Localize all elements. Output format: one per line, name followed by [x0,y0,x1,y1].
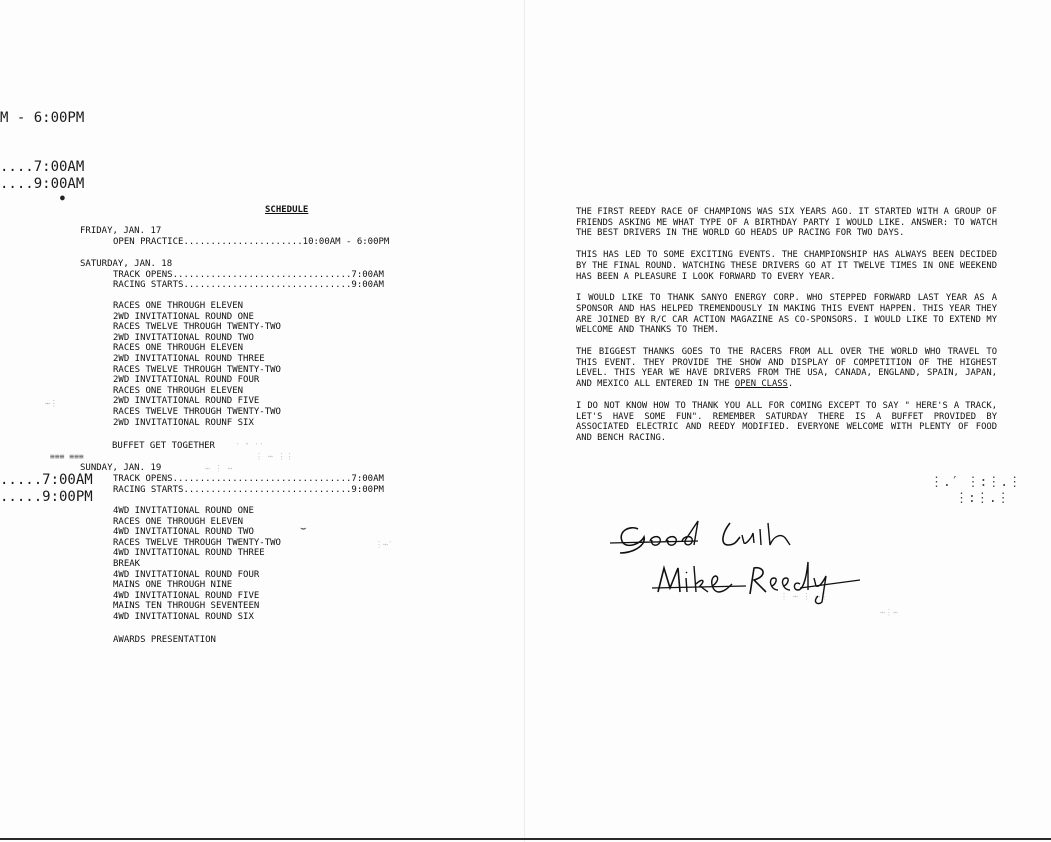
bleed-text-3: ....9:00AM [0,176,85,192]
ghost-mark: ⋮ ⋯ ⋮ ⋯⋮ [780,592,829,601]
letter-paragraph-2: THIS HAS LED TO SOME EXCITING EVENTS. THE CHAMPIONSHIP HAS ALWAYS BEEN DECIDED BY THE FINAL ROUND. WATCHING THESE DRIVERS GO AT IT TWELVE TIMES IN ONE WEEKEND HAS BEEN A PLEASURE I LOOK FORWARD TO EVERY YEAR. [576,250,997,282]
ghost-mark: ⋯⋮ [45,399,58,408]
ghost-mark: ⋮.′ ⋮:⋮.⋮ [930,475,1022,490]
bleed-text-4: .....7:00AM [0,472,93,488]
list-item: 2WD INVITATIONAL ROUNF SIX [113,417,254,428]
list-item: 4WD INVITATIONAL ROUND TWO [113,527,254,538]
ghost-mark: ⋯ ⋮ ⋯ [205,464,233,473]
list-item: 4WD INVITATIONAL ROUND SIX [113,611,254,622]
ink-speck: ● [60,193,65,202]
list-item: 2WD INVITATIONAL ROUND FOUR [113,375,260,386]
letter-paragraph-4 [576,347,997,390]
signature-mike-reedy-graphic [650,558,865,608]
letter-paragraph-5: I DO NOT KNOW HOW TO THANK YOU ALL FOR COMING EXCEPT TO SAY " HERE'S A TRACK, LET'S HAVE SOME FUN". REMEMBER SATURDAY THERE IS A BUFFET PROVIDED BY ASSOCIATED ELECTRIC AND REEDY MODIFIED. EVERYONE WELCOME WITH PLENTY OF FOOD AND BENCH RACING. [576,400,997,443]
bottom-edge-line [0,838,1051,840]
letter-paragraph-1: THE FIRST REEDY RACE OF CHAMPIONS WAS SIX YEARS AGO. IT STARTED WITH A GROUP OF FRIENDS ASKING ME WHAT TYPE OF A BIRTHDAY PARTY I WOULD LIKE. ANSWER: TO WATCH THE BEST DRIVERS IN THE WORLD GO HEADS UP RACING FOR TWO DAYS. [576,207,997,239]
letter-body [576,207,997,455]
list-item: 2WD INVITATIONAL ROUND ONE [113,311,254,322]
ghost-mark: ⋮⋯′ [375,540,393,549]
sunday-racing-starts: RACING STARTS...............................9:00PM [113,485,384,495]
ghost-mark: ′ ″ ′′ [235,442,264,451]
bleed-text-5: .....9:00PM [0,489,93,505]
list-item: 4WD INVITATIONAL ROUND FOUR [113,569,260,580]
buffet-line: BUFFET GET TOGETHER [112,441,215,451]
saturday-track-opens: TRACK OPENS.................................7:00AM [113,269,384,280]
list-item: RACES TWELVE THROUGH TWENTY-TWO [113,537,281,548]
list-item: MAINS ONE THROUGH NINE [113,580,233,591]
friday-day: FRIDAY, JAN. 17 [80,226,162,236]
list-item: RACES TWELVE THROUGH TWENTY-TWO [113,364,281,375]
list-item: 2WD INVITATIONAL ROUND THREE [113,353,265,364]
letter-paragraph-4-text: THE BIGGEST THANKS GOES TO THE RACERS FROM ALL OVER THE WORLD WHO TRAVEL TO THIS EVENT. THEY PROVIDE THE SHOW AND DISPLAY OF COMPETITION OF THE HIGHEST LEVEL. THIS YEAR WE HAVE DRIVERS FROM THE USA, CANADA, ENGLAND, SPAIN, JAPAN, AND MEXICO ALL ENTERED IN THE [576,347,997,390]
list-item: 2WD INVITATIONAL ROUND FIVE [113,396,260,407]
list-item: 2WD INVITATIONAL ROUND TWO [113,332,254,343]
list-item: 4WD INVITATIONAL ROUND THREE [113,548,265,559]
list-item: RACES ONE THROUGH ELEVEN [113,385,244,396]
list-item: RACES ONE THROUGH ELEVEN [113,516,244,527]
saturday-race-list [80,301,281,428]
ghost-mark: ⌣ [300,523,307,534]
awards-presentation: AWARDS PRESENTATION [113,635,216,645]
list-item: RACES TWELVE THROUGH TWENTY-TWO [113,406,281,417]
list-item: RACES TWELVE THROUGH TWENTY-TWO [113,322,281,333]
ghost-mark: ⋯⋮⋯ [880,608,898,617]
list-item: BREAK [113,558,141,569]
list-item: MAINS TEN THROUGH SEVENTEEN [113,601,260,612]
sunday-race-list [80,506,281,623]
list-item: RACES ONE THROUGH ELEVEN [113,301,244,311]
ghost-mark: ⋮:⋮.⋮ [955,491,1010,506]
saturday-day: SATURDAY, JAN. 18 [80,259,173,269]
schedule-title: SCHEDULE [265,205,309,215]
signature-mike-reedy [650,558,865,608]
sunday-track-opens: TRACK OPENS.................................7:00AM [113,474,384,484]
letter-paragraph-3: I WOULD LIKE TO THANK SANYO ENERGY CORP. WHO STEPPED FORWARD LAST YEAR AS A SPONSOR AND HAS HELPED TREMENDOUSLY IN MAKING THIS EVENT HAPPEN. THIS YEAR THEY ARE JOINED BY R/C CAR ACTION MAGAZINE AS CO-SPONSORS. I WOULD LIKE TO EXTEND MY WELCOME AND THANKS TO THEM. [576,293,997,336]
list-item: RACES ONE THROUGH ELEVEN [113,343,244,354]
open-class-underlined: OPEN CLASS [734,379,788,390]
bleed-text-2: ....7:00AM [0,159,85,175]
ghost-mark: ⋮ ⋯ ⋮⋮ [255,452,294,461]
sunday-day: SUNDAY, JAN. 19 [80,463,162,473]
page-fold-line [524,0,525,842]
friday-open-practice: OPEN PRACTICE......................10:00AM - 6:00PM [113,237,390,247]
bleed-text-1: M - 6:00PM [0,110,85,126]
list-item: 4WD INVITATIONAL ROUND ONE [113,506,254,516]
ghost-mark: ≡≡≡ ≡≡≡ [50,452,84,461]
list-item: 4WD INVITATIONAL ROUND FIVE [113,590,260,601]
letter-paragraph-4-end: . [787,379,794,390]
saturday-racing-starts: RACING STARTS...............................9:00AM [113,280,384,290]
